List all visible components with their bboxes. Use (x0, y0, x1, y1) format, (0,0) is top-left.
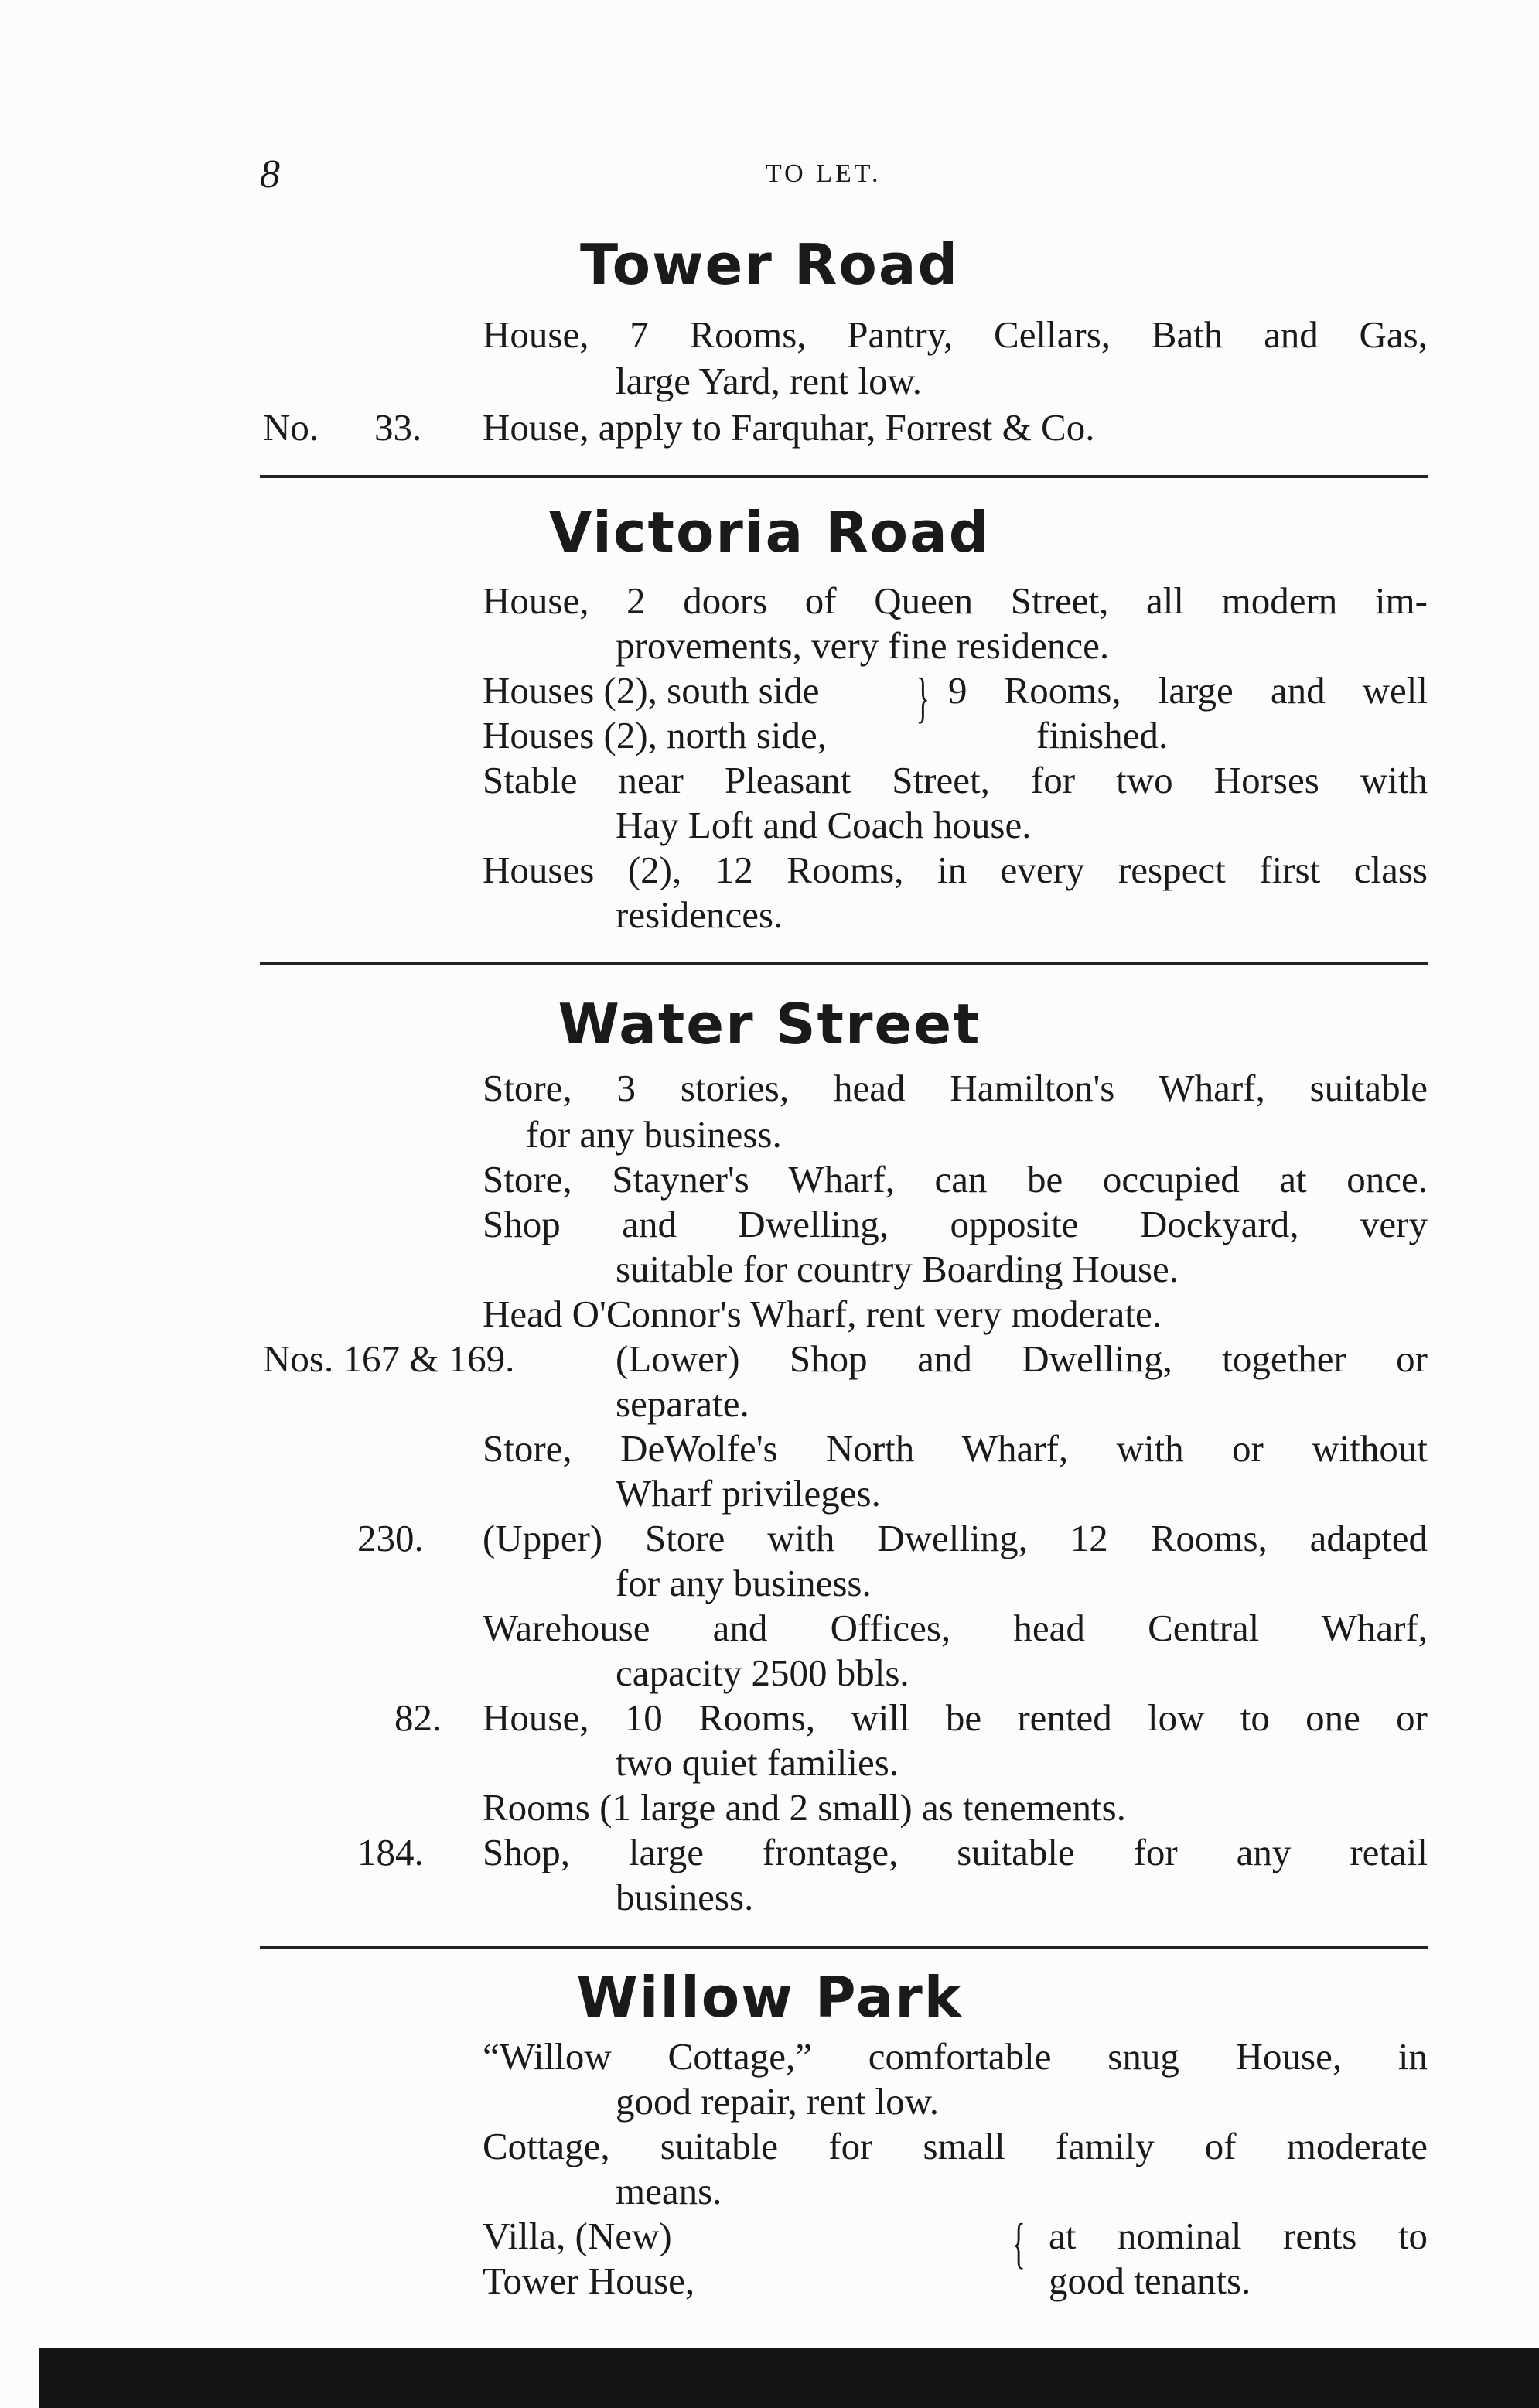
section-rule (260, 475, 1428, 478)
running-head: TO LET. (766, 159, 882, 188)
entry-line: for any business. (526, 1113, 782, 1156)
entry-line: for any business. (616, 1562, 872, 1604)
entry-line: Cottage, suitable for small family of moderate (483, 2125, 1428, 2167)
entry-line: Villa, (New) (483, 2215, 672, 2257)
entry-line: House, apply to Farquhar, Forrest & Co. (483, 406, 1095, 449)
section-heading-victoria-road: Victoria Road (548, 500, 991, 565)
entry-line: House, 10 Rooms, will be rented low to one or (483, 1696, 1428, 1739)
entry-line: Warehouse and Offices, head Central Wharf, (483, 1607, 1428, 1649)
entry-line: 9 Rooms, large and well (948, 669, 1428, 712)
section-heading-water-street: Water Street (558, 992, 981, 1057)
entry-line: residences. (616, 893, 783, 936)
entry-line: Store, DeWolfe's North Wharf, with or without (483, 1427, 1428, 1470)
entry-line: Shop and Dwelling, opposite Dockyard, very (483, 1203, 1428, 1245)
entry-line: (Upper) Store with Dwelling, 12 Rooms, adapted (483, 1517, 1428, 1559)
entry-line: finished. (1036, 714, 1169, 757)
entry-line: Houses (2), south side (483, 669, 820, 712)
entry-line: (Lower) Shop and Dwelling, together or (616, 1337, 1428, 1380)
section-heading-willow-park: Willow Park (576, 1965, 963, 2030)
entry-line: Shop, large frontage, suitable for any retail (483, 1831, 1428, 1873)
entry-line: large Yard, rent low. (616, 360, 923, 402)
entry-line: Rooms (1 large and 2 small) as tenements. (483, 1786, 1126, 1829)
brace: { (1012, 2212, 1025, 2274)
entry-number: 82. (394, 1696, 442, 1739)
section-heading-tower-road: Tower Road (580, 232, 959, 297)
entry-line: “Willow Cottage,” comfortable snug House, in (483, 2035, 1428, 2078)
entry-line: suitable for country Boarding House. (616, 1248, 1179, 1290)
entry-line: Houses (2), 12 Rooms, in every respect first class (483, 849, 1428, 891)
entry-line: two quiet families. (616, 1741, 899, 1784)
entry-line: business. (616, 1876, 754, 1918)
entry-line: Hay Loft and Coach house. (616, 804, 1032, 846)
entry-line: Houses (2), north side, (483, 714, 828, 757)
entry-number: 33. (374, 406, 422, 449)
entry-line: at nominal rents to (1049, 2215, 1428, 2257)
scan-edge-band (39, 2348, 1539, 2408)
page-number: 8 (260, 152, 280, 196)
entry-line: means. (616, 2170, 722, 2212)
entry-line: Wharf privileges. (616, 1472, 881, 1515)
section-rule (260, 1946, 1428, 1949)
entry-line: capacity 2500 bbls. (616, 1651, 909, 1694)
entry-line: Store, 3 stories, head Hamilton's Wharf, suitable (483, 1067, 1428, 1109)
entry-line: good repair, rent low. (616, 2080, 940, 2123)
entry-line: House, 2 doors of Queen Street, all modern im- (483, 579, 1428, 622)
section-rule (260, 962, 1428, 965)
entry-number: 230. (357, 1517, 424, 1559)
entry-line: good tenants. (1049, 2259, 1251, 2302)
entry-line: Head O'Connor's Wharf, rent very moderate. (483, 1293, 1162, 1335)
entry-line: House, 7 Rooms, Pantry, Cellars, Bath and Gas, (483, 313, 1428, 356)
entry-number: No. (263, 406, 319, 449)
brace: } (916, 667, 930, 729)
entry-line: separate. (616, 1382, 749, 1425)
entry-number: 184. (357, 1831, 424, 1873)
entry-line: provements, very fine residence. (616, 624, 1110, 667)
entry-line: Store, Stayner's Wharf, can be occupied at once. (483, 1158, 1428, 1201)
entry-line: Stable near Pleasant Street, for two Horses with (483, 759, 1428, 801)
entry-number: Nos. 167 & 169. (263, 1337, 515, 1380)
entry-line: Tower House, (483, 2259, 695, 2302)
